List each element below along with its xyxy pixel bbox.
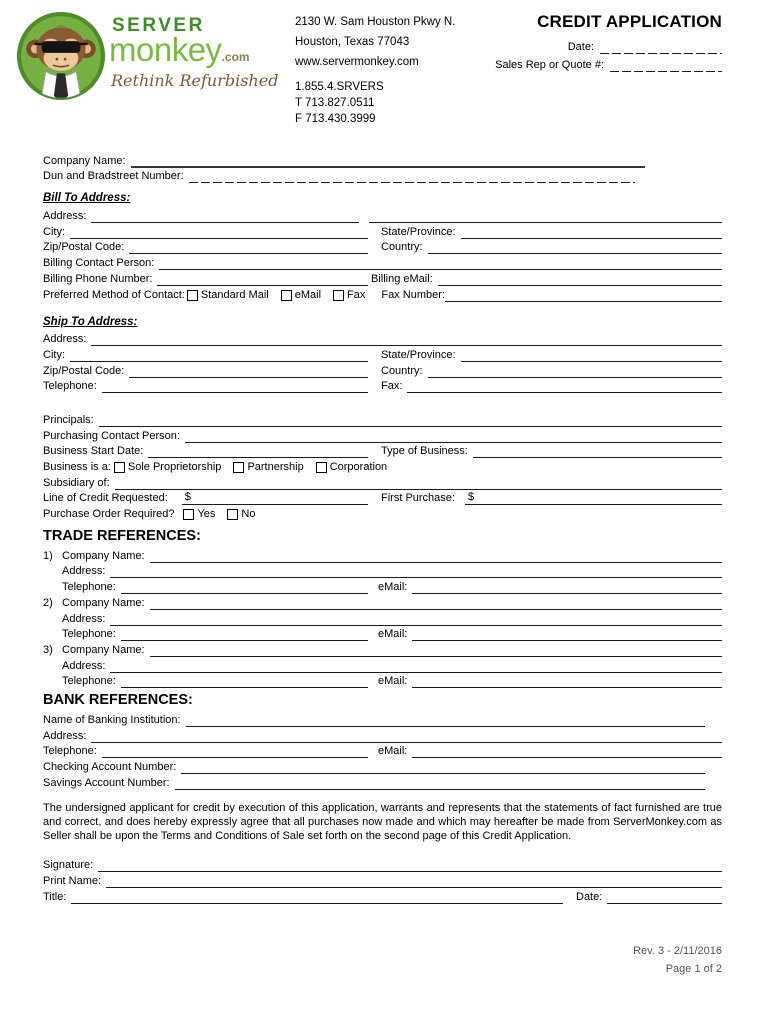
sig-date-label: Date:: [576, 890, 603, 903]
email-checkbox[interactable]: [281, 290, 292, 301]
company-name-row: [43, 152, 722, 168]
bill-email-label: Billing eMail:: [371, 272, 433, 285]
trade3-telephone-field[interactable]: [121, 676, 368, 688]
ship-to-heading: Ship To Address:: [43, 315, 138, 328]
bill-city-field[interactable]: [70, 227, 368, 239]
bill-contact-row: [43, 254, 722, 270]
trade1-tel-email-row: [43, 578, 722, 594]
line-of-credit-label: Line of Credit Requested:: [43, 492, 168, 505]
trade-references-heading: TRADE REFERENCES:: [43, 528, 201, 545]
trade1-company-row: [43, 547, 722, 563]
company-name-field[interactable]: [131, 156, 645, 168]
servermonkey-logo: [15, 10, 278, 102]
trade2-email-field[interactable]: [412, 629, 722, 641]
subsidiary-field[interactable]: [115, 478, 722, 490]
bill-country-field[interactable]: [428, 242, 722, 254]
ship-country-label: Country:: [381, 364, 423, 377]
trade1-company-label: Company Name:: [62, 549, 145, 562]
credit-dollar-sign: $: [184, 491, 191, 504]
phone-fax: F 713.430.3999: [295, 113, 376, 125]
trade2-telephone-field[interactable]: [121, 629, 368, 641]
bill-phone-field[interactable]: [157, 274, 368, 286]
purchase-dollar-sign: $: [467, 491, 475, 504]
trade3-telephone-label: Telephone:: [62, 675, 116, 688]
trade3-tel-email-row: [43, 673, 722, 689]
footer: [633, 942, 722, 978]
fax-checkbox-label: Fax: [347, 288, 366, 301]
bank-institution-field[interactable]: [186, 715, 705, 727]
bill-email-field[interactable]: [438, 274, 722, 286]
preferred-contact-row: [43, 286, 722, 302]
logo-com-text: .com: [221, 50, 250, 64]
bill-address-field-1[interactable]: [91, 211, 359, 223]
bank-address-row: [43, 727, 722, 743]
bill-zip-label: Zip/Postal Code:: [43, 241, 125, 254]
logo-tagline: Rethink Refurbished: [111, 71, 279, 90]
subsidiary-row: [43, 474, 722, 490]
trade1-email-label: eMail:: [378, 581, 408, 594]
trade3-number: 3): [43, 643, 53, 656]
partnership-checkbox[interactable]: [233, 462, 244, 473]
business-is-a-label: Business is a:: [43, 461, 111, 473]
bill-zip-country-row: [43, 239, 722, 255]
bank-telephone-label: Telephone:: [43, 745, 97, 758]
monkey-logo-icon: [15, 10, 107, 102]
subsidiary-label: Subsidiary of:: [43, 476, 110, 489]
savings-account-row: [43, 774, 722, 790]
checking-account-label: Checking Account Number:: [43, 761, 177, 773]
trade3-address-label: Address:: [62, 659, 106, 672]
trade2-telephone-label: Telephone:: [62, 628, 116, 641]
title-block: [476, 12, 722, 72]
po-no-label: No: [241, 508, 256, 521]
dun-field[interactable]: [189, 171, 635, 183]
ship-telephone-field[interactable]: [102, 381, 368, 393]
purchasing-contact-field[interactable]: [185, 431, 722, 443]
ship-state-label: State/Province:: [381, 348, 456, 361]
dun-label: Dun and Bradstreet Number:: [43, 170, 184, 183]
principals-row: [43, 411, 722, 427]
sole-proprietorship-label: Sole Proprietorship: [127, 461, 222, 473]
title-date-row: [43, 888, 722, 904]
bank-address-field[interactable]: [91, 731, 722, 743]
bank-institution-label: Name of Banking Institution:: [43, 713, 181, 726]
print-name-row: [43, 872, 722, 888]
ship-zip-label: Zip/Postal Code:: [43, 364, 125, 377]
ship-state-field[interactable]: [461, 350, 722, 362]
bank-address-label: Address:: [43, 729, 87, 742]
ship-telephone-fax-row: [43, 378, 722, 394]
trade3-email-field[interactable]: [412, 676, 722, 688]
phone-telephone: T 713.827.0511: [295, 97, 375, 109]
bill-address-label: Address:: [43, 210, 87, 223]
fax-number-label: Fax Number:: [381, 288, 445, 301]
savings-account-field[interactable]: [175, 778, 705, 790]
bill-country-label: Country:: [381, 241, 423, 254]
bill-zip-field[interactable]: [129, 242, 368, 254]
print-name-label: Print Name:: [43, 875, 102, 888]
company-address-block: [295, 12, 455, 127]
bill-to-heading: Bill To Address:: [43, 192, 131, 205]
start-date-type-row: [43, 443, 722, 459]
city-state-zip: Houston, Texas 77043: [295, 36, 410, 48]
ship-city-state-row: [43, 346, 722, 362]
trade2-company-field[interactable]: [150, 598, 722, 610]
ship-city-label: City:: [43, 348, 65, 361]
bank-email-label: eMail:: [378, 745, 408, 758]
website-url: www.servermonkey.com: [295, 56, 419, 68]
bank-telephone-field[interactable]: [102, 746, 368, 758]
date-label: Date:: [567, 41, 594, 53]
header: [43, 0, 722, 146]
page-number: Page 1 of 2: [665, 963, 722, 975]
checking-account-field[interactable]: [181, 762, 705, 774]
corporation-label: Corporation: [329, 461, 388, 473]
ship-fax-label: Fax:: [381, 380, 403, 393]
fax-checkbox[interactable]: [333, 290, 344, 301]
bank-email-field[interactable]: [412, 746, 722, 758]
bill-phone-email-row: [43, 270, 722, 286]
trade2-address-row: [43, 610, 722, 626]
trade3-email-label: eMail:: [378, 675, 408, 688]
type-of-business-field[interactable]: [473, 446, 722, 458]
logo-monkey-text: monkey: [109, 31, 222, 68]
bill-address-field-2[interactable]: [369, 211, 722, 223]
bill-address-row: [43, 207, 722, 223]
trade2-address-field[interactable]: [110, 614, 722, 626]
corporation-checkbox[interactable]: [316, 462, 327, 473]
bill-contact-label: Billing Contact Person:: [43, 257, 155, 270]
bill-contact-field[interactable]: [159, 258, 722, 270]
signature-field[interactable]: [98, 860, 722, 872]
ship-telephone-label: Telephone:: [43, 380, 97, 393]
ship-zip-field[interactable]: [129, 366, 368, 378]
trade3-company-label: Company Name:: [62, 643, 145, 656]
sales-rep-field[interactable]: [610, 60, 722, 72]
bill-state-label: State/Province:: [381, 225, 456, 238]
line-of-credit-field[interactable]: [182, 493, 368, 505]
trade1-address-field[interactable]: [110, 566, 722, 578]
trade2-email-label: eMail:: [378, 628, 408, 641]
trade1-number: 1): [43, 549, 53, 562]
trade3-company-field[interactable]: [150, 645, 722, 657]
signature-row: [43, 857, 722, 873]
principals-field[interactable]: [99, 415, 722, 427]
start-date-field[interactable]: [148, 446, 368, 458]
trade2-company-row: [43, 594, 722, 610]
trade1-address-row: [43, 563, 722, 579]
ship-zip-country-row: [43, 362, 722, 378]
bank-institution-row: [43, 711, 722, 727]
dun-row: [43, 168, 722, 184]
ship-fax-field[interactable]: [407, 381, 722, 393]
po-yes-label: Yes: [197, 508, 216, 521]
trade3-address-field[interactable]: [110, 661, 722, 673]
date-field[interactable]: [600, 42, 722, 54]
logo-text: [109, 10, 278, 90]
principals-label: Principals:: [43, 413, 94, 426]
ship-address-label: Address:: [43, 333, 87, 346]
print-name-field[interactable]: [106, 876, 722, 888]
trade1-telephone-label: Telephone:: [62, 581, 116, 594]
signature-label: Signature:: [43, 859, 94, 872]
logo-server-text: SERVER: [112, 15, 205, 36]
page-title: CREDIT APPLICATION: [537, 12, 722, 31]
checking-account-row: [43, 758, 722, 774]
first-purchase-label: First Purchase:: [381, 492, 455, 505]
trade3-company-row: [43, 641, 722, 657]
trade1-address-label: Address:: [62, 565, 106, 578]
email-checkbox-label: eMail: [294, 288, 322, 301]
bill-city-label: City:: [43, 225, 65, 238]
bank-references-heading: BANK REFERENCES:: [43, 692, 193, 709]
trade1-company-field[interactable]: [150, 551, 722, 563]
purchasing-contact-row: [43, 427, 722, 443]
trade2-tel-email-row: [43, 626, 722, 642]
trade2-company-label: Company Name:: [62, 596, 145, 609]
ship-address-field[interactable]: [91, 334, 722, 346]
bank-tel-email-row: [43, 743, 722, 759]
street-address: 2130 W. Sam Houston Pkwy N.: [295, 16, 456, 28]
po-yes-checkbox[interactable]: [183, 509, 194, 520]
sole-proprietorship-checkbox[interactable]: [114, 462, 125, 473]
preferred-contact-label: Preferred Method of Contact:: [43, 288, 185, 301]
title-label: Title:: [43, 890, 67, 903]
credit-purchase-row: [43, 490, 722, 506]
fax-number-field[interactable]: [445, 290, 722, 302]
trade2-address-label: Address:: [62, 612, 106, 625]
bill-phone-label: Billing Phone Number:: [43, 272, 153, 285]
title-field[interactable]: [71, 892, 563, 904]
purchasing-contact-label: Purchasing Contact Person:: [43, 429, 180, 442]
partnership-label: Partnership: [247, 461, 304, 473]
bill-state-field[interactable]: [461, 227, 722, 239]
type-of-business-label: Type of Business:: [381, 445, 468, 458]
first-purchase-field[interactable]: [465, 493, 722, 505]
trade3-address-row: [43, 657, 722, 673]
business-type-row: [43, 458, 722, 474]
po-required-label: Purchase Order Required?: [43, 508, 175, 521]
trade1-telephone-field[interactable]: [121, 582, 368, 594]
start-date-label: Business Start Date:: [43, 445, 144, 458]
bill-city-state-row: [43, 223, 722, 239]
standard-mail-label: Standard Mail: [200, 288, 269, 301]
savings-account-label: Savings Account Number:: [43, 776, 170, 789]
ship-country-field[interactable]: [428, 366, 722, 378]
sig-date-field[interactable]: [607, 892, 722, 904]
po-required-row: [43, 505, 722, 521]
company-name-label: Company Name:: [43, 154, 126, 167]
standard-mail-checkbox[interactable]: [187, 290, 198, 301]
revision-text: Rev. 3 - 2/11/2016: [633, 945, 722, 957]
po-no-checkbox[interactable]: [227, 509, 238, 520]
trade1-email-field[interactable]: [412, 582, 722, 594]
trade2-number: 2): [43, 596, 53, 609]
legal-paragraph: The undersigned applicant for credit by execution of this application, warrants and represents that the statements of fact furnished are true and correct, and does hereby expressly agree that all purchases now made and which may hereafter be made from ServerMonkey.com as Seller shall be upon the Terms and Conditions of Sale set forth on the second page of this Credit Application.: [43, 801, 722, 842]
ship-address-row: [43, 331, 722, 347]
sales-rep-label: Sales Rep or Quote #:: [495, 59, 604, 71]
phone-main: 1.855.4.SRVERS: [295, 81, 384, 93]
ship-city-field[interactable]: [70, 350, 368, 362]
